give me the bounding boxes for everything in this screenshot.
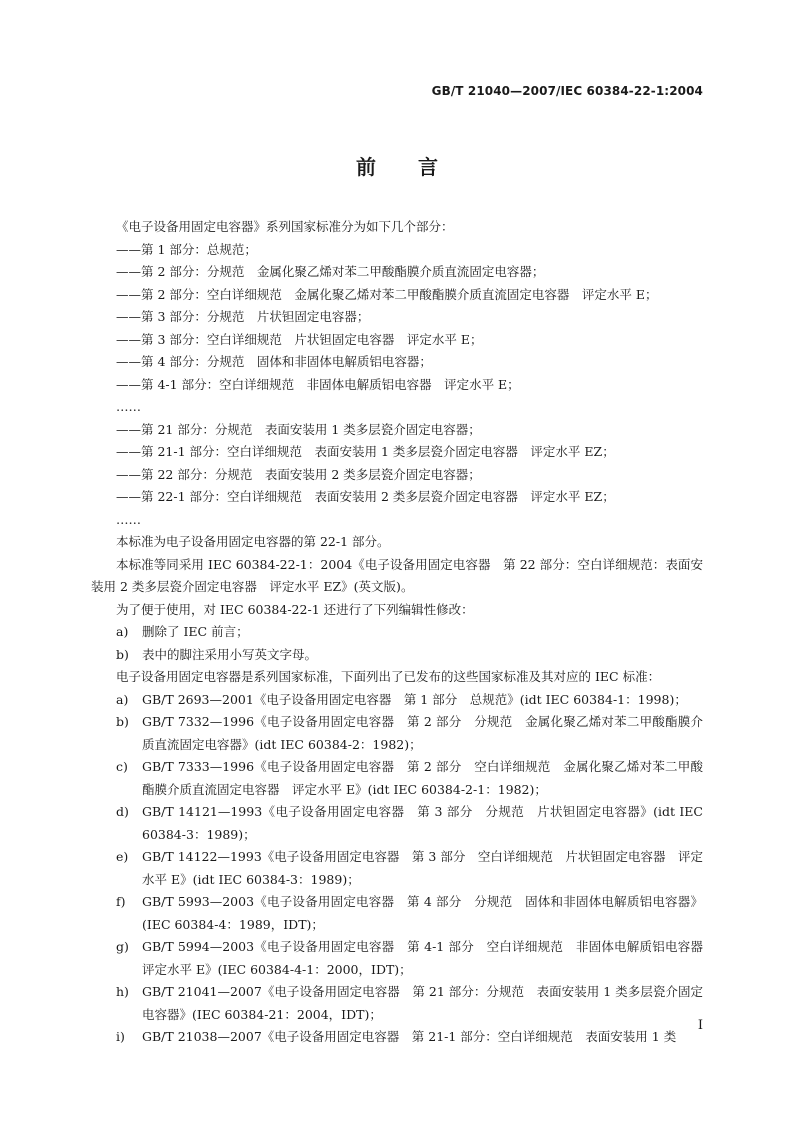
list-item: ——第 22 部分：分规范 表面安装用 2 类多层瓷介固定电容器； — [116, 466, 481, 482]
list-marker: d) — [116, 804, 129, 819]
parts-list — [91, 239, 703, 532]
list-item — [91, 891, 703, 936]
list-item: ——第 22-1 部分：空白详细规范 表面安装用 2 类多层瓷介固定电容器 评定水平 EZ； — [116, 489, 615, 504]
standards-list — [91, 689, 716, 1049]
list-item-text: GB/T 2693—2001《电子设备用固定电容器 第 1 部分 总规范》(idt IEC 60384-1：1998)； — [142, 691, 687, 707]
document-body — [91, 216, 716, 1049]
standard-code: GB/T 21040—2007/IEC 60384-22-1:2004 — [431, 84, 703, 98]
list-marker: a) — [116, 691, 129, 707]
list-item-text: GB/T 5994—2003《电子设备用固定电容器 第 4-1 部分 空白详细规范 非固体电解质铝电容器 评定水平 E》(IEC 60384-4-1：2000，IDT)； — [142, 939, 716, 977]
page-number: I — [697, 1018, 703, 1033]
list-marker: c) — [116, 759, 128, 774]
list-item — [91, 621, 703, 644]
list-item: ——第 21-1 部分：空白详细规范 表面安装用 1 类多层瓷介固定电容器 评定水平 EZ； — [116, 444, 615, 459]
list-item-text: GB/T 5993—2003《电子设备用固定电容器 第 4 部分 分规范 固体和非固体电解质铝电容器》(IEC 60384-4：1989，IDT)； — [142, 894, 703, 932]
list-marker: h) — [116, 984, 129, 999]
list-item — [91, 756, 703, 801]
list-item-text: 删除了 IEC 前言； — [142, 624, 249, 639]
list-item: ——第 1 部分：总规范； — [116, 241, 257, 257]
list-item: …… — [116, 511, 141, 527]
edits-list — [91, 621, 703, 666]
list-item — [91, 846, 703, 891]
list-item — [91, 936, 716, 981]
list-marker: i) — [116, 1029, 125, 1044]
list-item — [91, 981, 703, 1026]
list-item-text: GB/T 21041—2007《电子设备用固定电容器 第 21 部分：分规范 表面安装用 1 类多层瓷介固定电容器》(IEC 60384-21：2004，IDT)； — [142, 984, 703, 1022]
list-item: ——第 3 部分：分规范 片状钽固定电容器； — [116, 309, 370, 324]
series-paragraph: 电子设备用固定电容器是系列国家标准，下面列出了已发布的这些国家标准及其对应的 IEC 标准： — [116, 669, 661, 684]
list-item: ——第 3 部分：空白详细规范 片状钽固定电容器 评定水平 E； — [116, 331, 483, 347]
page-title: 前言 — [356, 155, 480, 179]
list-marker: e) — [116, 849, 129, 864]
list-item-text: GB/T 14121—1993《电子设备用固定电容器 第 3 部分 分规范 片状钽固定电容器》(idt IEC 60384-3：1989)； — [142, 804, 703, 842]
list-item — [91, 1026, 703, 1049]
list-marker: f) — [116, 894, 126, 909]
edit-paragraph: 为了便于使用，对 IEC 60384-22-1 还进行了下列编辑性修改： — [116, 601, 474, 617]
list-item: ——第 2 部分：分规范 金属化聚乙烯对苯二甲酸酯膜介质直流固定电容器； — [116, 264, 545, 279]
list-marker: g) — [116, 939, 129, 954]
list-item: ——第 4-1 部分：空白详细规范 非固体电解质铝电容器 评定水平 E； — [116, 376, 520, 392]
list-item-text: GB/T 14122—1993《电子设备用固定电容器 第 3 部分 空白详细规范 片状钽固定电容器 评定水平 E》(idt IEC 60384-3：1989)； — [142, 849, 703, 887]
list-item: ——第 21 部分：分规范 表面安装用 1 类多层瓷介固定电容器； — [116, 421, 481, 437]
list-item: ——第 2 部分：空白详细规范 金属化聚乙烯对苯二甲酸酯膜介质直流固定电容器 评定水平 E； — [116, 286, 658, 302]
list-marker: b) — [116, 714, 129, 729]
list-marker: a) — [116, 624, 129, 639]
list-item-text: GB/T 7332—1996《电子设备用固定电容器 第 2 部分 分规范 金属化聚乙烯对苯二甲酸酯膜介质直流固定电容器》(idt IEC 60384-2：1982)； — [142, 714, 703, 752]
intro-paragraph: 《电子设备用固定电容器》系列国家标准分为如下几个部分： — [116, 219, 454, 234]
list-item-text: GB/T 21038—2007《电子设备用固定电容器 第 21-1 部分：空白详细规范 表面安装用 1 类 — [142, 1029, 677, 1044]
list-marker: b) — [116, 646, 129, 662]
list-item — [91, 689, 703, 712]
list-item: …… — [116, 399, 141, 414]
list-item — [91, 711, 703, 756]
list-item: ——第 4 部分：分规范 固体和非固体电解质铝电容器； — [116, 354, 432, 369]
list-item — [91, 644, 703, 667]
list-item — [91, 801, 703, 846]
list-item-text: GB/T 7333—1996《电子设备用固定电容器 第 2 部分 空白详细规范 金属化聚乙烯对苯二甲酸酯膜介质直流固定电容器 评定水平 E》(idt IEC 60384-2-1：1982)； — [142, 759, 703, 797]
part-paragraph: 本标准为电子设备用固定电容器的第 22-1 部分。 — [116, 534, 390, 549]
list-item-text: 表中的脚注采用小写英文字母。 — [142, 646, 318, 662]
adoption-paragraph: 本标准等同采用 IEC 60384-22-1：2004《电子设备用固定电容器 第 22 部分：空白详细规范：表面安装用 2 类多层瓷介固定电容器 评定水平 EZ》(英文版)。 — [91, 556, 703, 594]
